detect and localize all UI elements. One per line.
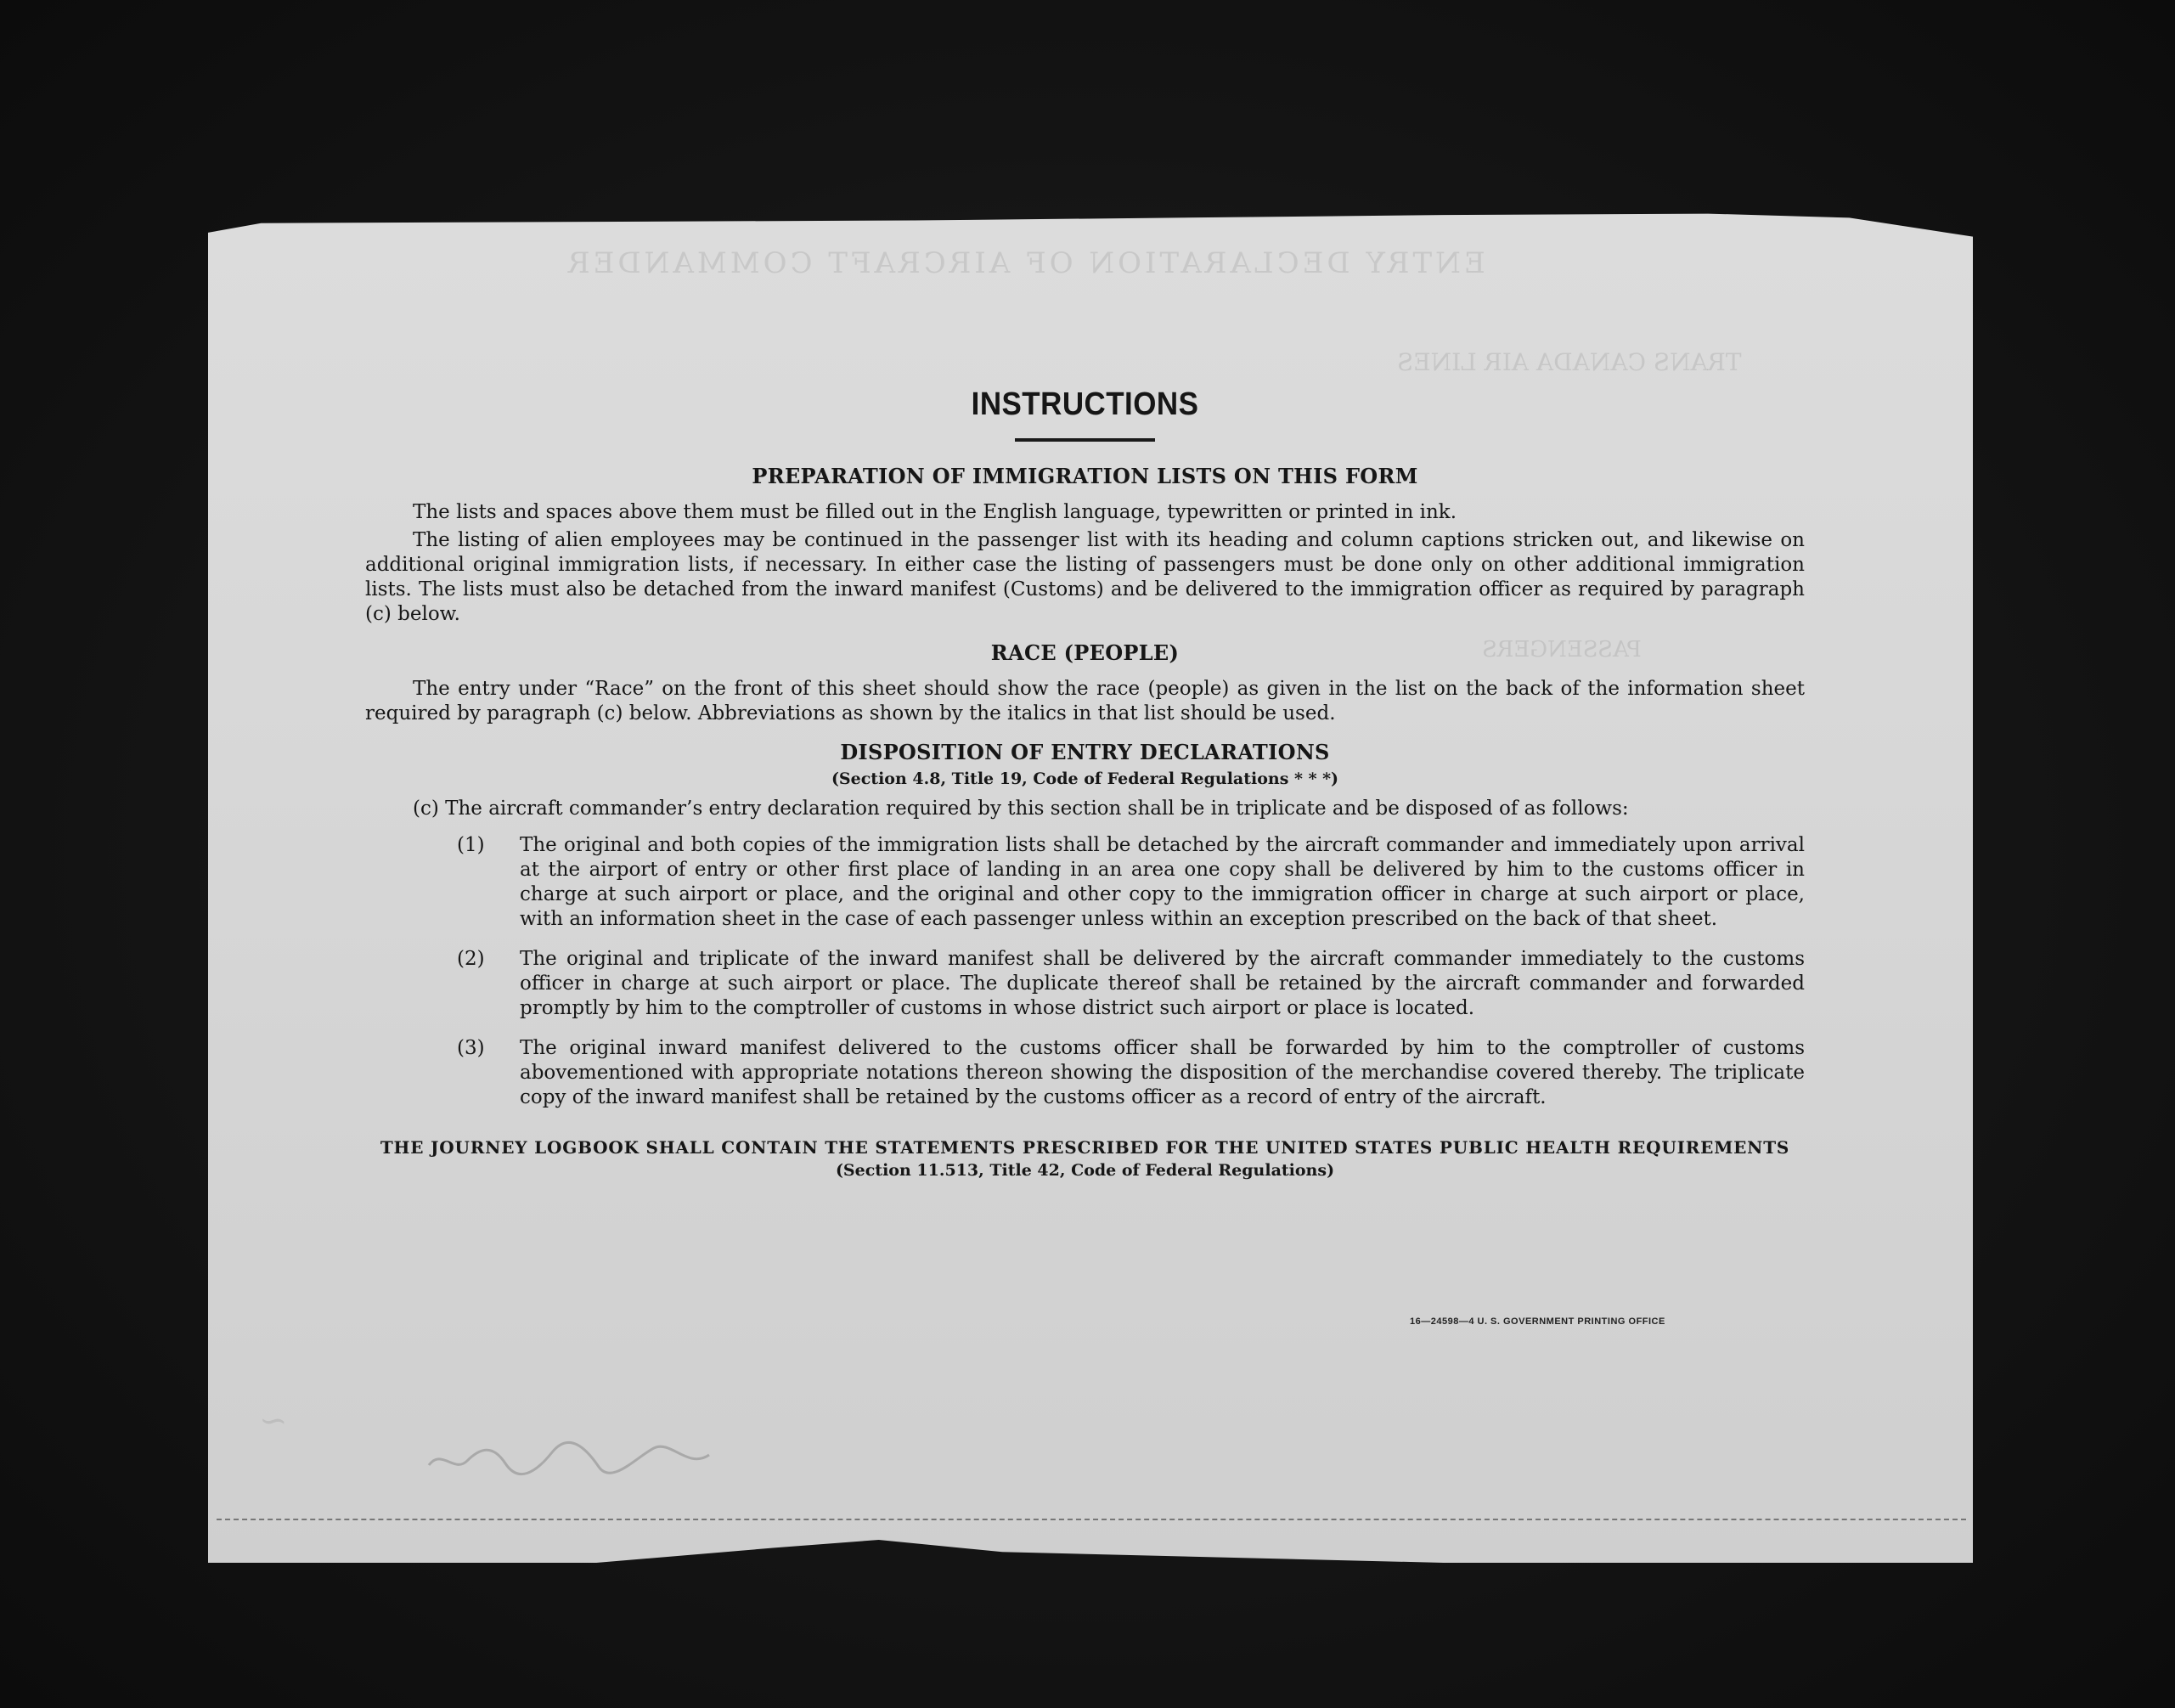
item-text: The original and both copies of the immigration lists shall be detached by the aircraft commander and immediately upon arrival at the airport of entry or other first place of landing in an area one copy shall be delivered by him to the customs officer in charge at such airport or place, and the original and other copy to the immigration officer in charge at such airport or place, with an information sheet in the case of each passenger unless within an exception prescribed on the back of that sheet. [520,834,1805,930]
disposition-item [365,833,1805,932]
preparation-paragraph-1: The lists and spaces above them must be filled out in the English language, typewritten or printed in ink. [413,501,1457,523]
disposition-item [365,947,1805,1021]
disposition-clause-c: (c) The aircraft commander’s entry declaration required by this section shall be in triplicate and be disposed of as follows: [413,798,1629,820]
disposition-item [365,1036,1805,1110]
perforation-line [217,1519,1966,1520]
preparation-paragraph-2: The listing of alien employees may be continued in the passenger list with its heading and column captions stricken out, and likewise on additional original immigration lists, if necessary. In either case the listing of passengers must be done only on other additional immigration lists. The lists must also be detached from the inward manifest (Customs) and be delivered to the immigration officer as required by paragraph (c) below. [365,529,1805,625]
disposition-heading: DISPOSITION OF ENTRY DECLARATIONS [840,740,1330,764]
page-title: INSTRUCTIONS [971,386,1199,422]
logbook-citation: (Section 11.513, Title 42, Code of Federal Regulations) [835,1161,1335,1180]
item-number: (3) [457,1037,485,1059]
printer-mark: 16—24598—4 U. S. GOVERNMENT PRINTING OFFICE [1410,1316,1665,1327]
spacer [365,629,1805,640]
title-underline [1015,438,1155,442]
preparation-heading: PREPARATION OF IMMIGRATION LISTS ON THIS FORM [752,464,1418,488]
spacer [365,728,1805,740]
item-number: (1) [457,834,485,856]
logbook-requirement: THE JOURNEY LOGBOOK SHALL CONTAIN THE STATEMENTS PRESCRIBED FOR THE UNITED STATES PUBLIC HEALTH REQUIREMENTS [380,1137,1790,1158]
race-paragraph: The entry under “Race” on the front of this sheet should show the race (people) as given in the list on the back of the information sheet required by paragraph (c) below. Abbreviations as shown by the italics in that list should be used. [365,678,1805,724]
disposition-citation: (Section 4.8, Title 19, Code of Federal Regulations * * *) [831,769,1339,788]
instructions-content [365,386,1805,1180]
race-heading: RACE (PEOPLE) [990,640,1180,665]
item-text: The original and triplicate of the inward manifest shall be delivered by the aircraft commander immediately to the customs officer in charge at such airport or place. The duplicate thereof shall be retained by the aircraft commander and forwarded promptly by him to the comptroller of customs in whose district such airport or place is located. [520,948,1805,1019]
item-number: (2) [457,948,485,970]
handwritten-mark [425,1431,713,1482]
item-text: The original inward manifest delivered to the customs officer shall be forwarded by him to the comptroller of customs abovementioned with appropriate notations thereon showing the disposition of the merchandise covered thereby. The triplicate copy of the inward manifest shall be retained by the customs officer as a record of entry of the aircraft. [520,1037,1805,1108]
